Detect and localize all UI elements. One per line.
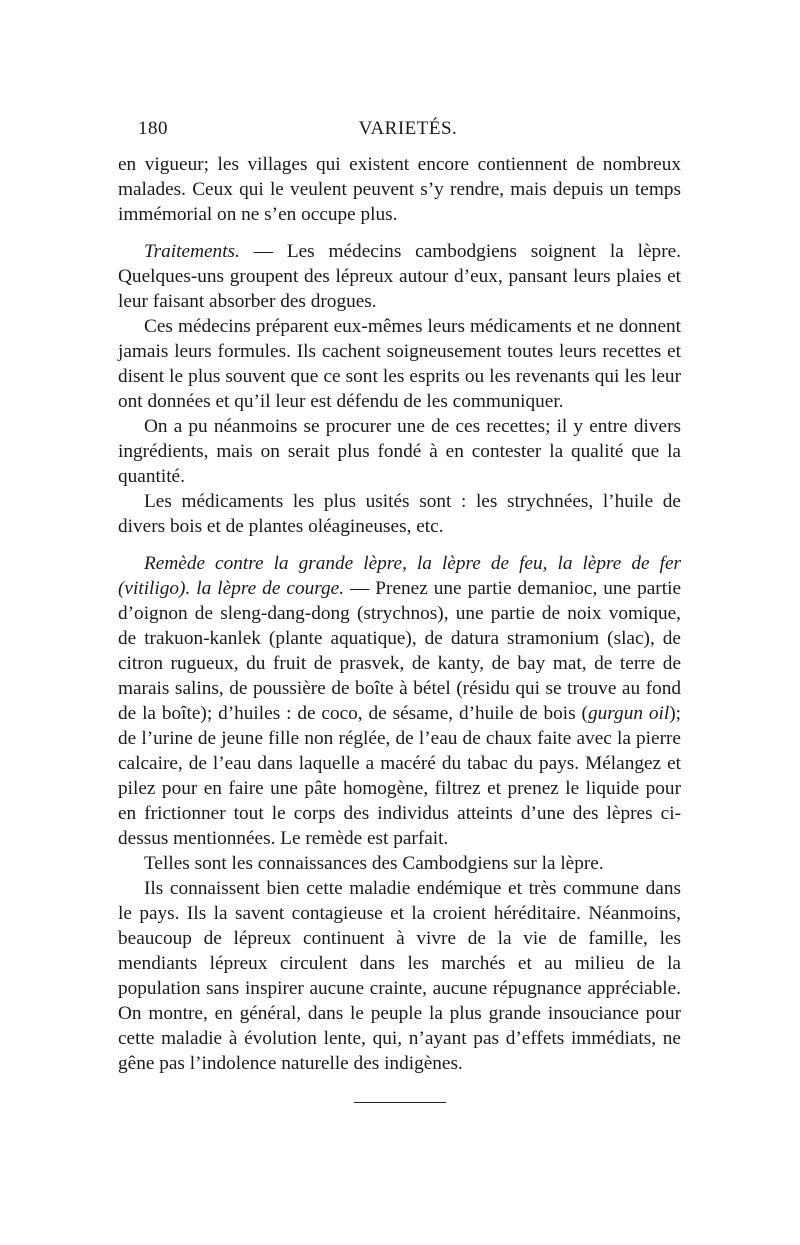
- remede-text: — Prenez une partie demanioc, une partie d’oignon de sleng-dang-dong (strychnos), une partie de noix vomique, de trakuon-kanlek (plante aquatique), de datura stramonium (slac), de citron rugueux, du fruit de prasvek, de kanty, de bay mat, de terre de marais salins, de poussière de boîte à bétel (résidu qui se trouve au fond de la boîte); d’huiles : de coco, de sésame, d’huile de bois (: [118, 578, 681, 724]
- remede-heading-vitiligo: vitiligo: [124, 578, 180, 599]
- paragraph-continuation: en vigueur; les villages qui existent encore contiennent de nombreux malades. Ceux qui le veulent peuvent s’y rendre, mais depuis un temps immémorial on ne s’en occupe plus.: [118, 154, 681, 225]
- remede-heading-part: Remède contre la grande lèpre, la lèpre de feu, la lèpre de fer (: [118, 553, 681, 599]
- remede-text-gurgun: gurgun oil: [587, 703, 670, 724]
- running-title: VARIETÉS.: [358, 118, 458, 139]
- body-text: [118, 152, 681, 1076]
- remede-heading-part: ). la lèpre de courge.: [179, 578, 345, 599]
- end-rule-divider: [354, 1102, 446, 1103]
- running-head: [138, 118, 678, 142]
- page-number: 180: [138, 118, 168, 139]
- section-heading-traitements: Traitements.: [144, 241, 240, 262]
- paragraph-connaissances: Telles sont les connaissances des Cambodgiens sur la lèpre.: [144, 853, 604, 874]
- paragraph-traitements: [118, 239, 681, 314]
- paragraph-text: — Les médecins cambodgiens soignent la lèpre. Quelques-uns groupent des lépreux autour d’eux, pansant leurs plaies et leur faisant absorber des drogues.: [118, 241, 681, 312]
- remede-text: ); de l’urine de jeune fille non réglée, de l’eau de chaux faite avec la pierre calcaire, de l’eau dans laquelle a macéré du tabac du pays. Mélangez et pilez pour en faire une pâte homogène, filtrez et prenez le liquide pour en frictionner tout le corps des individus atteints d’une des lèpres ci-dessus mentionnées. Le remède est parfait.: [118, 703, 681, 849]
- paragraph-maladie: Ils connaissent bien cette maladie endémique et très commune dans le pays. Ils la savent contagieuse et la croient héréditaire. Néanmoins, beaucoup de lépreux continuent à vivre de la vie de famille, les mendiants lépreux circulent dans les marchés et au milieu de la population sans inspirer aucune crainte, aucune répugnance appréciable. On montre, en général, dans le peuple la plus grande insouciance pour cette maladie à évolution lente, qui, n’ayant pas d’effets immédiats, ne gêne pas l’indolence naturelle des indigènes.: [118, 878, 681, 1074]
- paragraph-recettes: On a pu néanmoins se procurer une de ces recettes; il y entre divers ingrédients, mais on serait plus fondé à en contester la qualité que la quantité.: [118, 416, 681, 487]
- paragraph-medecins: Ces médecins préparent eux-mêmes leurs médicaments et ne donnent jamais leurs formules. Ils cachent soigneusement toutes leurs recettes et disent le plus souvent que ce sont les esprits ou les revenants qui les leur ont données et qu’il leur est défendu de les communiquer.: [118, 316, 681, 412]
- paragraph-medicaments: Les médicaments les plus usités sont : les strychnées, l’huile de divers bois et de plantes oléagineuses, etc.: [118, 491, 681, 537]
- paragraph-remede: [118, 551, 681, 851]
